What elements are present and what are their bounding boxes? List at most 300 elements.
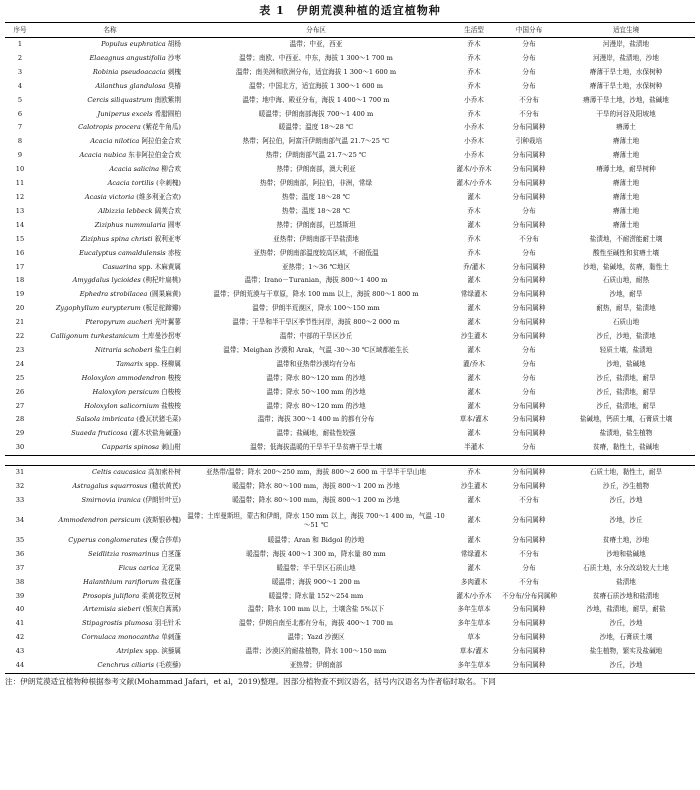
species-name [35,631,185,645]
table-row [5,274,695,288]
species-name [35,603,185,617]
life-form: 灌木 [467,192,481,201]
table-row [5,94,695,108]
scientific-name: Haloxylon persicum [92,387,160,396]
scientific-name: Acasia victoria [84,192,135,201]
distribution: 温带；沙漠区的耐盐植物，降水 100～150 mm [245,647,387,656]
distribution: 暖温带；伊朗南部海拔 700～1 400 m [258,109,374,118]
species-name [35,372,185,386]
habitat: 瘠薄土地 [612,151,640,160]
habitat: 酸性至碱性和贫瘠土壤 [593,248,659,257]
life-form: 多年生草本 [457,605,491,614]
scientific-name: Albizzia lebbeck [98,206,153,215]
species-name [35,149,185,163]
life-form: 多肉灌木 [460,577,488,586]
chinese-name: 沙枣 [167,53,181,62]
distribution: 热带；伊朗南部，澳大利亚 [276,165,356,174]
distribution: 温带；降水 80～120 mm 的沙地 [266,373,366,382]
life-form: 灌木 [467,318,481,327]
china-distribution: 分布同属种 [512,290,546,299]
distribution: 热带；温度 18～28 ℃ [282,206,350,215]
chinese-name: 盐花蓬 [161,577,181,586]
table-row [5,441,695,455]
life-form: 小乔木 [464,123,484,132]
distribution: 暖温带；降水 80～100 mm，海拔 800～1 200 m 沙地 [232,482,400,491]
china-distribution: 分布 [522,345,536,354]
col-header-name: 名称 [35,23,185,38]
species-name [35,177,185,191]
row-number: 17 [15,262,25,271]
table-row [5,344,695,358]
species-name [35,94,185,108]
life-form: 乔木 [467,468,481,477]
life-form: 灌木 [467,276,481,285]
row-number: 2 [17,53,23,62]
row-number: 7 [17,123,23,132]
distribution: 温带；中部的干旱区沙丘 [279,332,353,341]
life-form: 灌木 [467,563,481,572]
scientific-name: Populus euphratica [101,40,166,48]
distribution: 温带；干旱和半干旱区季节性河岸，海拔 800～2 000 m [232,318,400,327]
species-name [35,562,185,576]
row-number: 25 [15,373,25,382]
table-row [5,508,695,534]
scientific-name: Cyperus conglomerates [68,535,148,544]
scientific-name: Ziziphus spina christi [80,234,153,243]
china-distribution: 不分布 [519,549,539,558]
life-form: 草本/灌木 [459,415,489,424]
habitat: 沙丘，沙地 [609,619,643,628]
col-header-habitat: 适宜生境 [557,23,695,38]
table-row [5,219,695,233]
chinese-name: 白茎蓬 [161,549,181,558]
life-form: 草本 [467,633,481,642]
distribution: 亚热带；伊朗南部干旱盐渍地 [273,234,359,243]
species-name [35,400,185,414]
table-row [5,358,695,372]
distribution: 温带；南美洲和欧洲分布，适宜海拔 1 300～1 600 m [235,67,397,76]
china-distribution: 分布同属种 [512,332,546,341]
chinese-name: 羽毛针禾 [154,619,181,628]
china-distribution: 分布同属种 [512,633,546,642]
china-distribution: 分布同属种 [512,304,546,313]
chinese-name: 南欧紫荆 [154,95,181,104]
china-distribution: 分布 [522,206,536,215]
scientific-name: Acacia nilotica [90,137,140,146]
life-form: 灌木 [467,387,481,396]
col-header-no: 序号 [5,23,35,38]
row-number: 11 [15,179,25,188]
life-form: 灌木 [467,220,481,229]
life-form: 多年生草本 [447,659,501,673]
habitat: 贫瘠土地，沙地 [602,535,650,544]
chinese-name: 臭椿 [167,81,181,90]
scientific-name: Robinia pseudoacacia [92,67,166,76]
scientific-name: Nitraria schoberi [94,345,153,354]
table-row [5,205,695,219]
distribution: 亚热带/温带；降水 200～250 mm，海拔 800～2 600 m 干旱半干旱山地 [206,468,426,477]
table-row [5,590,695,604]
distribution: 亚热带；伊朗南部 [185,659,447,673]
china-distribution: 分布同属种 [512,516,546,525]
life-form: 小乔木 [464,95,484,104]
china-distribution: 不分布 [519,496,539,504]
row-number: 8 [17,137,23,146]
life-form: 乔木 [467,206,481,215]
table-row [5,427,695,441]
distribution: 温带；伊朗半荒漠区，降水 100～150 mm [252,304,380,313]
species-name [35,316,185,330]
scientific-name: Stipagrostis plumosa [82,619,153,628]
chinese-name: 盐生白刺 [154,345,181,354]
chinese-name: 高加索朴树 [148,468,181,477]
chinese-name: spp. 木麻黄属 [138,262,181,271]
habitat: 沙丘，盐渍地，耐旱 [596,401,656,410]
habitat: 瘠薄土 [616,123,636,132]
chinese-name: 梭梭 [167,373,181,382]
habitat: 瘠薄土地 [612,179,640,188]
habitat: 河漫岸，盐渍地 [602,40,650,48]
table-row [5,603,695,617]
table-row [5,576,695,590]
habitat: 沙丘，沙生植物 [602,482,650,491]
chinese-name: (伊朗针叶豆) [142,496,181,504]
china-distribution: 分布同属种 [512,192,546,201]
chinese-name: (伞刺槐) [156,179,181,188]
chinese-name: (波斯银砂槐) [142,516,181,525]
china-distribution: 分布同属种 [512,605,546,614]
table-row [5,261,695,275]
table-row [5,400,695,414]
habitat: 盐渍地，不耐涝能耐土壤 [589,234,663,243]
scientific-name: Holoxylon salicornium [84,401,160,410]
chinese-name: 无花果 [161,563,181,572]
species-name [35,233,185,247]
china-distribution: 分布同属种 [512,429,546,438]
scientific-name: Smirnovia iranica [81,496,141,504]
habitat: 石质山地，耐热 [602,276,650,285]
life-form: 乔木 [467,81,481,90]
life-form: 灌木 [467,429,481,438]
species-name [35,80,185,94]
habitat: 石质山地 [612,318,640,327]
row-number: 27 [15,401,25,410]
row-number: 16 [15,248,25,257]
row-number: 3 [17,67,23,76]
row-number: 21 [15,318,25,327]
species-name [35,645,185,659]
china-distribution: 分布同属种 [512,535,546,544]
species-name [35,163,185,177]
habitat: 瘠薄干旱土地，沙地，盐碱地 [583,95,669,104]
chinese-name: 光叶翼蓼 [154,318,181,327]
chinese-name: 阿拉伯金合欢 [141,137,181,146]
habitat: 瘠薄土地 [612,220,640,229]
habitat: 石质土地，水分改动较大土地 [583,563,669,572]
chinese-name: (枸杞叶扁桃) [142,276,181,285]
life-form: 多年生草本 [457,619,491,628]
habitat: 瘠薄干旱土地，水保树种 [589,67,663,76]
scientific-name: Acacia tortilis [107,179,154,188]
life-form: 小乔木 [464,151,484,160]
species-name [35,302,185,316]
china-distribution: 不分布 [519,577,539,586]
china-distribution: 不分布 [519,234,539,243]
chinese-name: 刺山柑 [161,443,181,452]
species-name [35,261,185,275]
distribution: 温带；低海拔温暖的干旱半干旱贫瘠干旱土壤 [185,441,447,455]
row-number: 30 [5,441,35,455]
china-distribution: 不分布 [519,109,539,118]
species-name [35,427,185,441]
china-distribution: 分布同属种 [512,619,546,628]
habitat: 沙丘，沙地 [609,496,643,504]
header-row [5,23,695,38]
life-form: 乔木 [467,67,481,76]
row-number: 9 [17,151,23,160]
chinese-name: (聚合莎草) [149,535,181,544]
china-distribution: 分布同属种 [512,482,546,491]
plant-species-table [5,22,695,674]
table-separator [5,456,695,466]
row-number: 32 [15,482,25,491]
distribution: 温带；伊朗荒漠与干草原，降水 100 mm 以上，海拔 800～1 800 m [213,290,419,299]
life-form: 乔木 [467,234,481,243]
scientific-name: Ziziphus nummularia [94,220,166,229]
life-form: 灌木 [467,345,481,354]
table-row [5,316,695,330]
distribution: 温带；伊朗自南至北都有分布，海拔 400～1 700 m [239,619,393,628]
species-name [35,466,185,480]
row-number: 42 [15,633,25,642]
scientific-name: Salsola imbricata [76,415,135,424]
habitat: 轻质土壤，盐渍地 [599,345,653,354]
row-number: 19 [15,290,25,299]
life-form: 乔木 [467,248,481,257]
species-name [35,576,185,590]
table-row [5,135,695,149]
row-number: 24 [15,359,25,368]
table-row [5,534,695,548]
row-number: 31 [15,468,25,477]
species-name [35,191,185,205]
distribution: 温带；Irano－Turanian，海拔 800～1 400 m [244,276,388,285]
table-row [5,330,695,344]
scientific-name: Capparis spinosa [101,443,160,452]
species-name [35,480,185,494]
china-distribution: 分布同属种 [512,179,546,188]
china-distribution: 分布 [522,67,536,76]
life-form: 乔/灌木 [462,262,485,271]
document-page [5,0,695,688]
habitat: 瘠薄干旱土地，水保树种 [589,81,663,90]
life-form: 常绿灌木 [460,290,488,299]
distribution: 温带；降水 100 mm 以上，土壤含盐 5%以下 [247,605,385,614]
chinese-name: 圆枣 [167,220,181,229]
life-form: 灌木/小乔木 [456,165,492,174]
china-distribution: 分布同属种 [512,468,546,477]
scientific-name: Prosopis juliflora [82,591,140,600]
row-number: 33 [15,496,25,504]
table-row [5,659,695,673]
scientific-name: Ailanthus glandulosa [95,81,166,90]
distribution: 热带；阿拉伯，阿富汗伊朗南部气温 21.7～25 ℃ [242,137,390,146]
distribution: 温带；Meighan 沙漠和 Arak，气温 -30～30 ℃区域都能生长 [223,345,409,354]
life-form: 常绿灌木 [460,549,488,558]
distribution: 温带；地中海、殿亚分布，海拔 1 400～1 700 m [242,95,390,104]
species-name [35,659,185,673]
scientific-name: Artemisia sieberi [83,605,141,614]
habitat: 瘠薄土地 [612,206,640,215]
chinese-name: 柳合欢 [161,165,181,174]
chinese-name: (紫花牛角瓜) [142,123,181,132]
row-number: 10 [15,165,25,174]
table-row [5,247,695,261]
distribution: 暖温带；降水量 152～254 mm [268,591,364,600]
habitat: 沙地，盐渍地，耐旱，耐盐 [586,605,666,614]
row-number: 5 [17,95,23,104]
china-distribution: 分布 [522,359,536,368]
china-distribution: 分布 [522,387,536,396]
table-row [5,548,695,562]
separator-row [5,456,695,466]
scientific-name: Juniperus excels [97,109,153,118]
scientific-name: Holoxylon ammodendron [81,373,166,382]
row-number: 37 [15,563,25,572]
life-form: 乔木 [467,53,481,62]
table-row [5,80,695,94]
row-number: 18 [15,276,25,285]
species-name [35,274,185,288]
habitat: 沙地，耐旱 [609,290,643,299]
table-row [5,372,695,386]
chinese-name: 盐梭梭 [161,401,181,410]
habitat: 沙地，石膏质土壤 [599,633,653,642]
china-distribution: 分布同属种 [512,123,546,132]
life-form: 灌木/小乔木 [456,591,492,600]
row-number: 36 [15,549,25,558]
row-number: 26 [15,387,25,396]
life-form: 沙生灌木 [460,332,488,341]
scientific-name: Cenchrus ciliaris [97,661,154,670]
china-distribution: 分布同属种 [512,401,546,410]
distribution: 热带；温度 18～28 ℃ [282,192,350,201]
species-name [35,205,185,219]
habitat: 盐生植物，繁实及盐碱地 [589,647,663,656]
life-form: 灌木 [467,496,481,504]
scientific-name: Cornulaca monocantha [81,633,160,642]
row-number: 38 [15,577,25,586]
row-number: 20 [15,304,25,313]
china-distribution: 分布同属种 [512,220,546,229]
species-name [35,494,185,508]
row-number: 13 [15,206,25,215]
china-distribution: 不分布 [519,95,539,104]
table-row [5,631,695,645]
chinese-name: 胡杨 [167,40,181,48]
scientific-name: Zygophyllum eurypterum [55,304,141,313]
species-name [35,219,185,233]
species-name [35,66,185,80]
china-distribution: 分布同属种 [512,151,546,160]
table-row [5,191,695,205]
habitat: 沙丘，沙地，盐渍地 [596,332,656,341]
distribution: 温带；降水 50～100 mm 的沙地 [266,387,366,396]
row-number: 35 [15,535,25,544]
habitat: 沙地和盐碱地 [606,549,646,558]
table-row [5,52,695,66]
row-number: 43 [15,647,25,656]
scientific-name: Halanthium rarifiorum [83,577,160,586]
row-number: 4 [17,81,23,90]
table-note: 注：伊朗荒漠适宜植物种根据参考文献(Mohammad Jafari，et al，2019)整理。因部分植物查不到汉语名，括号内汉语名为作者临时取名。下同 [5,676,496,686]
table-caption: 表 1 伊朗荒漠种植的适宜植物种 [259,4,441,17]
species-name [35,508,185,534]
chinese-name: 单刺蓬 [161,633,181,642]
table-row [5,413,695,427]
row-number: 41 [15,619,25,628]
life-form: 灌木 [467,535,481,544]
table-row [5,302,695,316]
habitat: 贫瘠石质沙地和盐渍地 [593,591,659,600]
table-row [5,466,695,480]
scientific-name: Acacia nubica [79,151,127,160]
distribution: 温带；海拔 300～1 400 m 的都有分布 [257,415,375,424]
china-distribution: 不分布/分布同属种 [502,591,557,600]
scientific-name: Astragalus squarrosus [72,482,148,491]
table-row [5,108,695,122]
life-form: 灌木 [467,401,481,410]
life-form: 灌木/小乔木 [456,179,492,188]
distribution: 温带；降水 80～120 mm 的沙地 [266,401,366,410]
scientific-name: Ammodendron persicum [58,516,141,525]
distribution: 温带；南欧、中西亚、中东，海拔 1 300～1 700 m [239,53,393,62]
scientific-name: Casuarina [102,262,137,271]
table-row [5,617,695,631]
china-distribution: 分布 [522,373,536,382]
distribution: 温带；Yazd 沙漠区 [287,633,345,642]
china-distribution: 分布同属种 [512,415,546,424]
table-row [5,233,695,247]
row-number: 23 [15,345,25,354]
species-name [35,288,185,302]
habitat: 沙地，沙丘 [609,516,643,525]
chinese-name: (银灰白蒿蒿) [142,605,181,614]
scientific-name: Ephedra strobilacea [79,290,148,299]
habitat: 盐碱地，钙质土壤，石膏质土壤 [579,415,673,424]
species-name [35,52,185,66]
china-distribution: 分布 [522,248,536,257]
table-header [5,23,695,38]
row-number: 6 [17,109,23,118]
table-row [5,480,695,494]
col-header-distribution: 分布区 [185,23,447,38]
china-distribution: 分布 [522,563,536,572]
species-name [35,534,185,548]
chinese-name: (叠瓦状猪毛菜) [136,415,181,424]
habitat: 沙地，盐碱地，贫瘠，黏性土 [583,262,669,271]
habitat: 沙丘，沙地 [557,659,695,673]
species-name [35,330,185,344]
row-number: 34 [15,516,25,525]
distribution: 亚热带；伊朗南部温度较高区域，不耐低温 [253,248,379,257]
row-number: 40 [15,605,25,614]
life-form: 半灌木 [447,441,501,455]
species-name [35,617,185,631]
life-form: 乔木 [467,40,481,48]
chinese-name: 东非阿拉伯金合欢 [128,151,181,160]
china-distribution: 分布 [522,40,536,48]
